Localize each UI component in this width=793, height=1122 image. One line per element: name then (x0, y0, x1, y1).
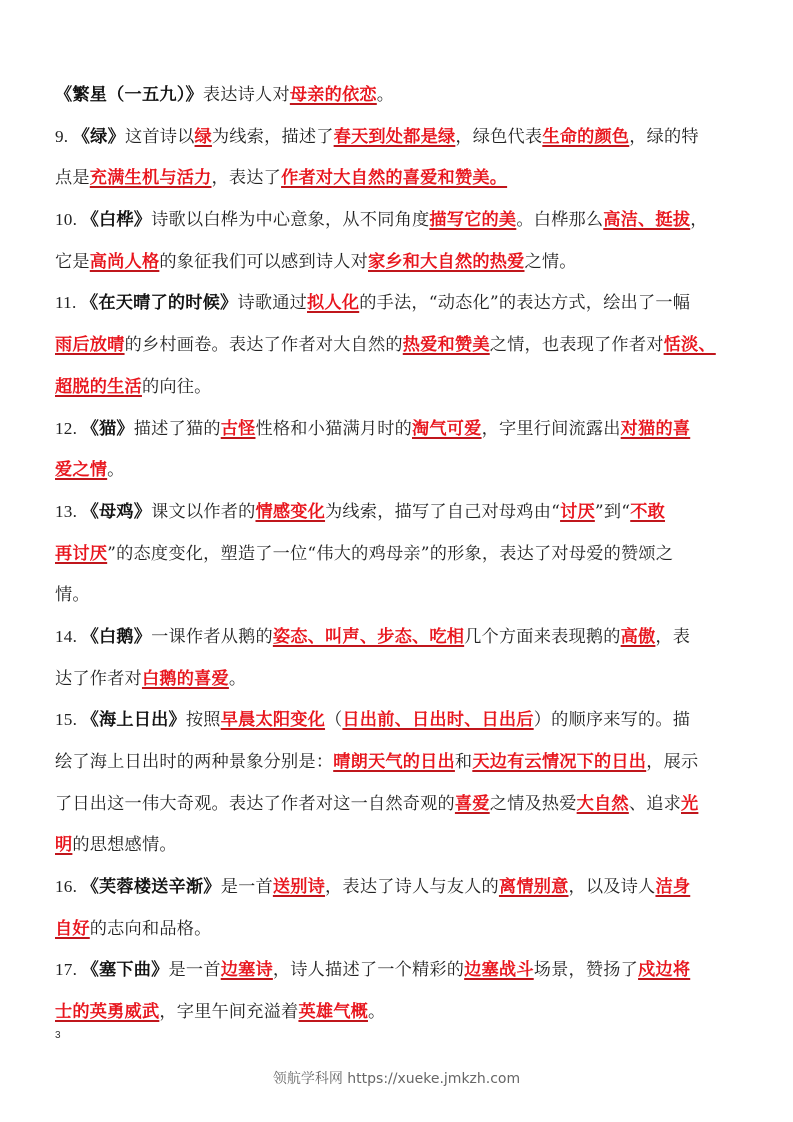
text-segment: 、追求 (628, 793, 681, 814)
highlighted-answer: 喜爱 (454, 793, 490, 814)
highlighted-answer: 超脱的生活 (55, 376, 142, 397)
page-number: 3 (55, 1030, 61, 1041)
highlighted-answer: 送别诗 (272, 877, 326, 898)
highlighted-answer: 早晨太阳变化 (220, 710, 326, 731)
text-segment: 为线索，描写了自己对母鸡由“ (325, 501, 561, 522)
poem-title: 《猫》 (81, 418, 134, 439)
text-segment: ，绿色代表 (455, 126, 543, 147)
text-segment: ，表达了 (211, 168, 282, 189)
highlighted-answer: 明 (55, 835, 73, 856)
highlighted-answer: 古怪 (220, 418, 256, 439)
highlighted-answer: 情感变化 (255, 501, 326, 522)
text-line (55, 828, 741, 870)
text-line (55, 662, 741, 704)
document-body (55, 78, 741, 1037)
text-segment: ，以及诗人 (568, 877, 656, 898)
text-segment: 情。 (55, 585, 90, 606)
poem-title: 《塞下曲》 (81, 960, 169, 981)
text-segment: 场景，赞扬了 (533, 960, 639, 981)
text-segment: 表达诗人对 (202, 85, 290, 105)
text-segment: 。 (107, 460, 125, 481)
poem-title: 《白桦》 (81, 210, 152, 231)
text-line (55, 78, 741, 120)
text-segment: 的思想感情。 (72, 835, 177, 856)
text-line (55, 953, 741, 995)
text-line (55, 995, 741, 1037)
text-line (55, 787, 741, 829)
highlighted-answer: 再讨厌 (55, 543, 108, 564)
highlighted-answer: 讨厌 (560, 501, 595, 522)
highlighted-answer: 大自然 (576, 793, 629, 814)
text-segment: ，字里午间充溢着 (159, 1002, 299, 1023)
poem-title: 《在天晴了的时候》 (80, 293, 238, 314)
highlighted-answer: 雨后放晴 (55, 335, 125, 356)
text-segment: （ (325, 710, 343, 731)
poem-title: 《白鹅》 (81, 626, 152, 647)
text-segment: 几个方面来表现鹅的 (464, 626, 621, 647)
text-segment: 和 (454, 752, 473, 772)
highlighted-answer: 春天到处都是绿 (333, 126, 456, 147)
highlighted-answer: 姿态、叫声、步态、吃相 (272, 626, 465, 647)
item-number: 10. (55, 210, 82, 230)
text-segment: 之情及热爱 (489, 793, 577, 814)
text-segment: 是一首 (168, 960, 221, 981)
highlighted-answer: 自好 (55, 918, 90, 939)
text-line (55, 870, 741, 912)
text-line (55, 286, 741, 328)
highlighted-answer: 离情别意 (498, 877, 569, 898)
text-line (55, 745, 741, 787)
highlighted-answer: 白鹅的喜爱 (141, 668, 229, 689)
text-segment: 之情。 (524, 251, 577, 272)
text-line (55, 578, 741, 620)
text-segment: ）的顺序来写的。描 (533, 710, 691, 731)
highlighted-answer: 洁身 (655, 877, 691, 898)
text-segment: ，诗人描述了一个精彩的 (272, 960, 465, 981)
highlighted-answer: 士的英勇威武 (55, 1002, 160, 1023)
item-number: 12. (55, 418, 82, 438)
text-segment: 之情，也表现了作者对 (489, 335, 664, 356)
highlighted-answer: 英雄气概 (298, 1002, 368, 1023)
highlighted-answer: 边塞诗 (220, 960, 273, 981)
text-segment: 。白桦那么 (516, 210, 604, 231)
text-line (55, 912, 741, 954)
text-segment: ”的态度变化，塑造了一位“伟大的鸡母亲”的形象，表达了对母爱的赞颂之 (107, 543, 674, 564)
text-segment: ”到“ (594, 501, 631, 522)
text-segment: 的乡村画卷。表达了作者对大自然的 (124, 335, 403, 356)
text-segment: 的象征我们可以感到诗人对 (159, 251, 368, 272)
item-number: 13. (55, 501, 82, 521)
text-segment: ，表达了诗人与友人的 (325, 877, 499, 898)
text-segment: 描述了猫的 (133, 418, 221, 439)
text-segment: 诗歌通过 (237, 293, 308, 314)
text-line (55, 620, 741, 662)
highlighted-answer: 日出前、日出时、日出后 (342, 710, 534, 731)
text-segment: 一课作者从鹅的 (151, 626, 273, 647)
text-segment: 绘了海上日出时的两种景象分别是： (55, 752, 334, 772)
highlighted-answer: 作者对大自然的喜爱和赞美。 (281, 168, 508, 189)
text-segment: 诗歌以白桦为中心意象，从不同角度 (151, 210, 430, 231)
poem-title: 《绿》 (72, 126, 125, 147)
text-segment: 按照 (185, 710, 221, 731)
text-segment: 它是 (55, 251, 90, 272)
text-segment: 。 (368, 1002, 386, 1023)
text-line (55, 537, 741, 579)
text-segment: 性格和小猫满月时的 (255, 418, 412, 439)
text-segment: 的向往。 (141, 376, 212, 397)
highlighted-answer: 充满生机与活力 (89, 168, 212, 189)
highlighted-answer: 晴朗天气的日出 (333, 752, 455, 772)
text-segment: 是一首 (220, 877, 273, 898)
highlighted-answer: 光 (681, 793, 699, 814)
text-line (55, 703, 741, 745)
highlighted-answer: 淘气可爱 (412, 418, 482, 439)
highlighted-answer: 恬淡、 (663, 335, 716, 356)
text-line (55, 412, 741, 454)
item-number: 17. (55, 960, 82, 980)
footer-watermark: 领航学科网 https://xueke.jmkzh.com (272, 1071, 521, 1087)
highlighted-answer: 描写它的美 (429, 210, 517, 231)
highlighted-answer: 母亲的依恋 (289, 85, 377, 105)
highlighted-answer: 戍边将 (638, 960, 691, 981)
poem-title: 《海上日出》 (81, 710, 186, 731)
highlighted-answer: 高傲 (620, 626, 656, 647)
text-segment: 。 (376, 85, 395, 105)
text-segment: ，展示 (646, 752, 699, 772)
highlighted-answer: 爱之情 (55, 460, 108, 481)
item-number: 16. (55, 877, 82, 897)
text-line (55, 245, 741, 287)
text-segment: 为线索，描述了 (211, 126, 334, 147)
text-line (55, 203, 741, 245)
item-number: 9. (55, 126, 73, 146)
text-segment: ，表 (655, 626, 691, 647)
highlighted-answer: 边塞战斗 (464, 960, 534, 981)
text-segment: 的手法，“动态化”的表达方式，绘出了一幅 (359, 293, 691, 314)
text-segment: ， (690, 210, 708, 231)
text-line (55, 370, 741, 412)
highlighted-answer: 拟人化 (307, 293, 360, 314)
highlighted-answer: 家乡和大自然的热爱 (368, 251, 525, 272)
text-segment: ，字里行间流露出 (481, 418, 621, 439)
text-segment: ，绿的特 (629, 126, 699, 147)
text-segment: 这首诗以 (124, 126, 195, 147)
poem-title: 《母鸡》 (81, 501, 152, 522)
highlighted-answer: 高尚人格 (89, 251, 160, 272)
item-number: 15. (55, 710, 82, 730)
highlighted-answer: 高洁、挺拔 (603, 210, 691, 231)
highlighted-answer: 对猫的喜 (620, 418, 691, 439)
text-line (55, 161, 741, 203)
highlighted-answer: 热爱和赞美 (402, 335, 490, 356)
text-segment: 了日出这一伟大奇观。表达了作者对这一自然奇观的 (55, 793, 455, 814)
text-line (55, 328, 741, 370)
highlighted-answer: 生命的颜色 (542, 126, 630, 147)
highlighted-answer: 绿 (194, 126, 212, 147)
highlighted-answer: 不敢 (630, 501, 666, 522)
poem-title: 《芙蓉楼送辛渐》 (81, 877, 221, 898)
text-segment: 。 (228, 668, 247, 689)
text-line (55, 495, 741, 537)
text-segment: 达了作者对 (55, 668, 142, 689)
item-number: 11. (55, 293, 81, 313)
text-line (55, 453, 741, 495)
highlighted-answer: 天边有云情况下的日出 (472, 752, 647, 772)
text-line (55, 120, 741, 162)
poem-title: 《繁星（一五九）》 (55, 85, 203, 105)
item-number: 14. (55, 626, 82, 646)
text-segment: 点是 (55, 168, 90, 189)
text-segment: 课文以作者的 (151, 501, 256, 522)
text-segment: 的志向和品格。 (89, 918, 212, 939)
